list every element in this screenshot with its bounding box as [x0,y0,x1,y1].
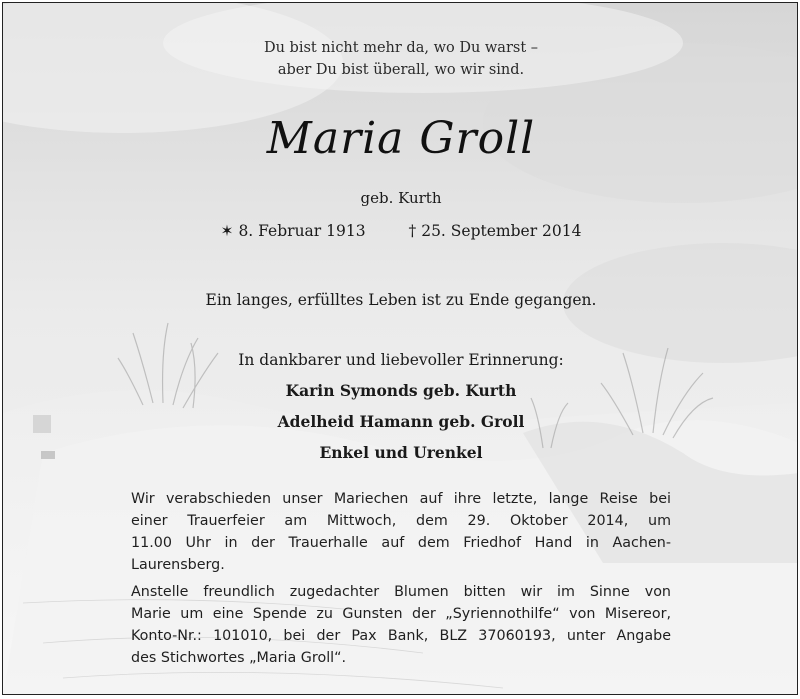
deceased-name: Maria Groll [266,113,536,164]
birth-name: geb. Kurth [360,189,442,207]
mourner-name: Adelheid Hamann geb. Groll [277,412,525,431]
donation-line: Konto-Nr.: 101010, bei der Pax Bank, BLZ 37060193, unter Angabe [131,628,671,644]
donation-line: Anstelle freundlich zugedachter Blumen bitten wir im Sinne von [131,584,671,600]
birth-star-icon: ✶ [220,222,234,240]
donation-line: Marie um eine Spende zu Gunsten der „Syriennothilfe“ von Misereor, [131,606,671,622]
donation-paragraph [131,581,671,669]
motto-line-1: Du bist nicht mehr da, wo Du warst – [263,40,539,56]
death-date: 25. September 2014 [421,222,582,240]
funeral-line: einer Trauerfeier am Mittwoch, dem 29. Oktober 2014, um [131,513,671,529]
mourner-name: Enkel und Urenkel [319,443,483,462]
death-cross-icon: † [408,222,417,240]
motto [3,37,798,81]
donation-line: des Stichwortes „Maria Groll“. [131,650,347,666]
funeral-paragraph [131,488,671,576]
obituary-notice [2,2,798,695]
motto-line-2: aber Du bist überall, wo wir sind. [277,62,525,78]
funeral-line: Laurensberg. [131,557,225,573]
birth-date-group [221,222,366,240]
closing-line: Ein langes, erfülltes Leben ist zu Ende gegangen. [205,291,597,309]
death-date-group [409,222,582,240]
mourner-name: Karin Symonds geb. Kurth [285,381,517,400]
life-dates [3,222,798,240]
mourners-intro: In dankbarer und liebevoller Erinnerung: [238,351,564,369]
funeral-line: Wir verabschieden unser Mariechen auf ihre letzte, lange Reise bei [131,491,671,507]
funeral-line: 11.00 Uhr in der Trauerhalle auf dem Friedhof Hand in Aachen- [131,535,671,551]
birth-date: 8. Februar 1913 [238,222,366,240]
